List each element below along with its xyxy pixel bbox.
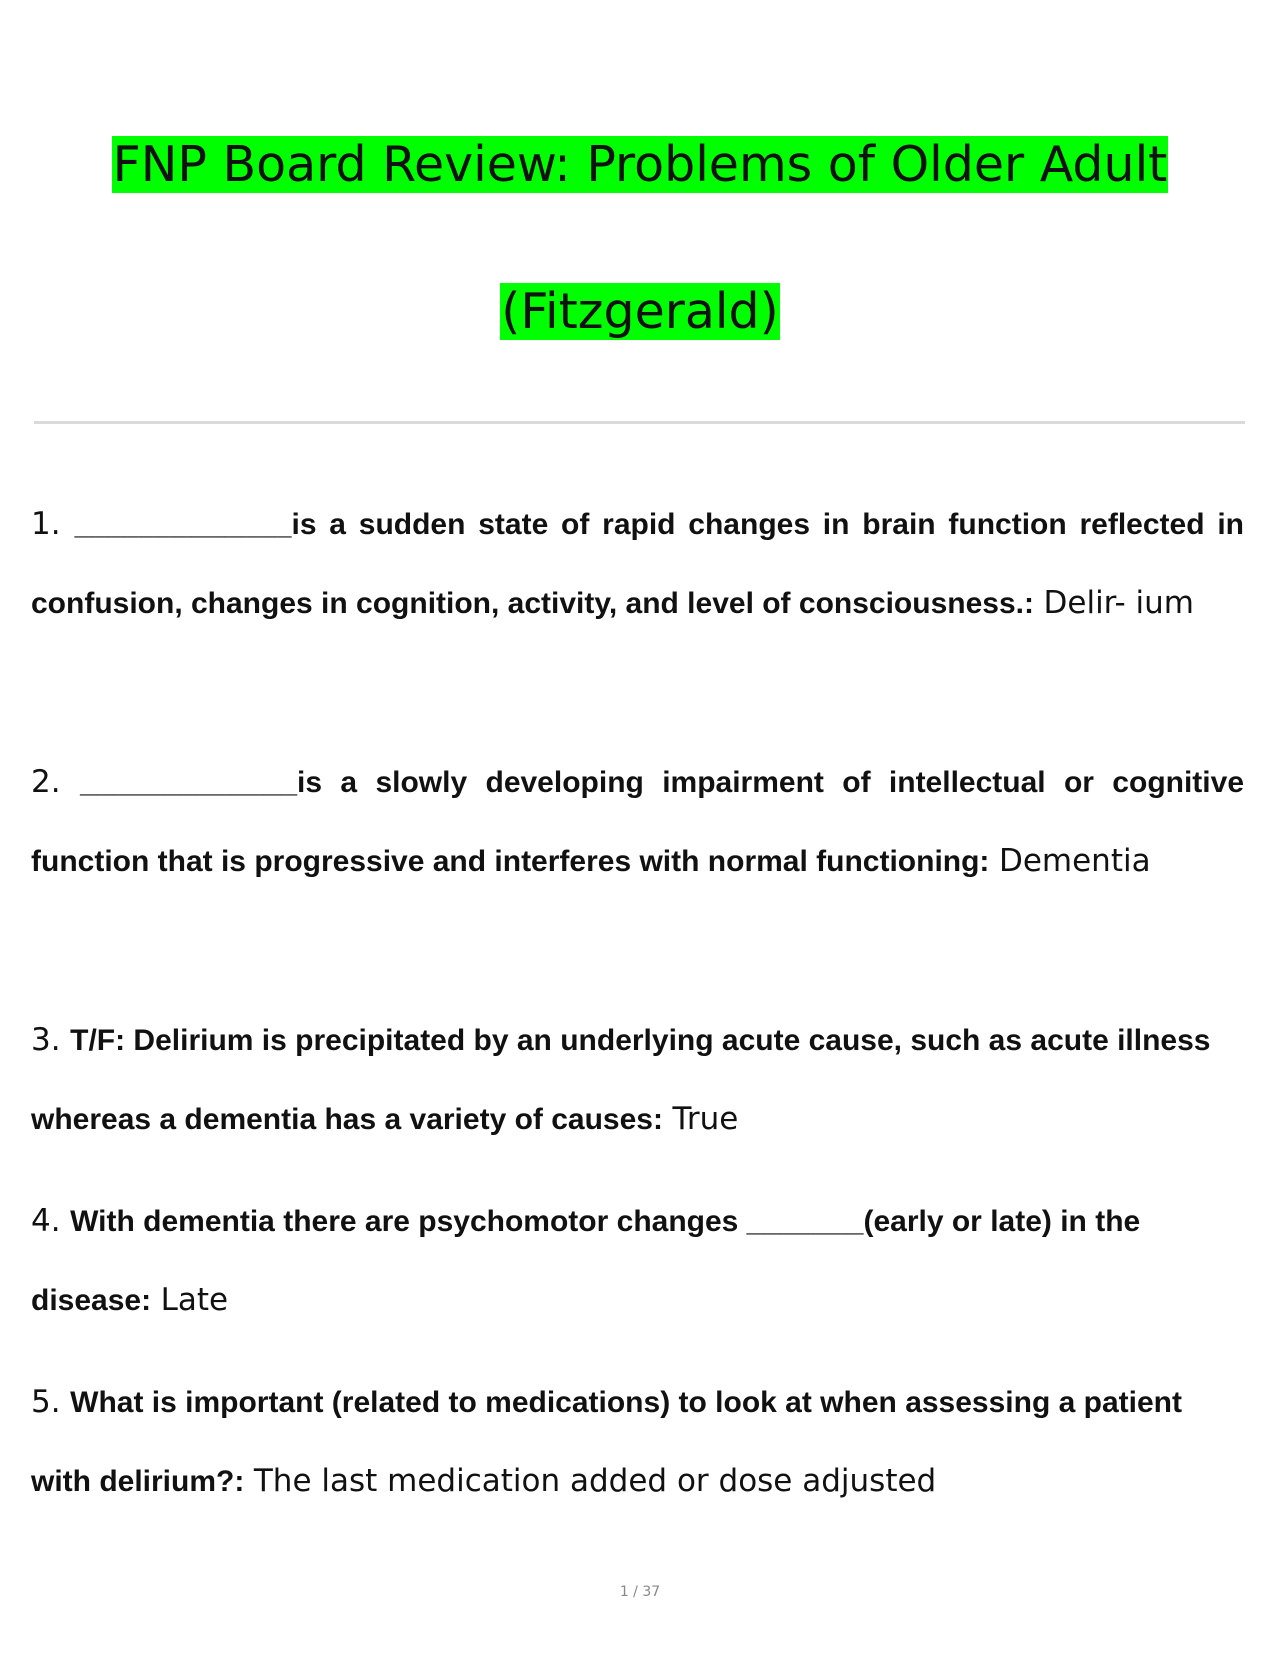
item-question: With dementia there are psychomotor changes _______(early or late) in the disease: [31,1205,1141,1317]
item-answer: True [672,1101,739,1137]
qa-item-5 [31,1363,1244,1521]
item-question: What is important (related to medications) to look at when assessing a patient with delirium?: [31,1386,1182,1498]
item-number: 2. [31,764,61,800]
item-number: 4. [31,1203,61,1239]
qa-item-2 [31,743,1244,901]
title-highlight-2: (Fitzgerald) [501,283,779,340]
item-answer: Delir- ium [1043,585,1194,621]
page-indicator: 1 / 37 [619,1584,661,1600]
item-question: _____________is a sudden state of rapid changes in brain function reflected in confusion, changes in cognition, activity, and level of consciousness.: [31,508,1244,620]
item-answer: Late [160,1282,229,1318]
item-question: _____________is a slowly developing impairment of intellectual or cognitive function that is progressive and interferes with normal functioning: [31,766,1245,878]
item-number: 3. [31,1022,61,1058]
document-title-line-2 [0,275,1280,349]
item-answer: The last medication added or dose adjusted [253,1463,937,1499]
qa-item-1 [31,485,1244,643]
title-divider [34,421,1245,424]
item-number: 1. [31,506,61,542]
title-highlight-1: FNP Board Review: Problems of Older Adult [112,136,1168,193]
qa-item-4 [31,1182,1244,1340]
item-question: T/F: Delirium is precipitated by an underlying acute cause, such as acute illness whereas a dementia has a variety of causes: [31,1024,1211,1136]
qa-item-3 [31,1001,1244,1159]
item-answer: Dementia [998,843,1151,879]
document-title-line-1 [0,128,1280,202]
item-number: 5. [31,1384,61,1420]
